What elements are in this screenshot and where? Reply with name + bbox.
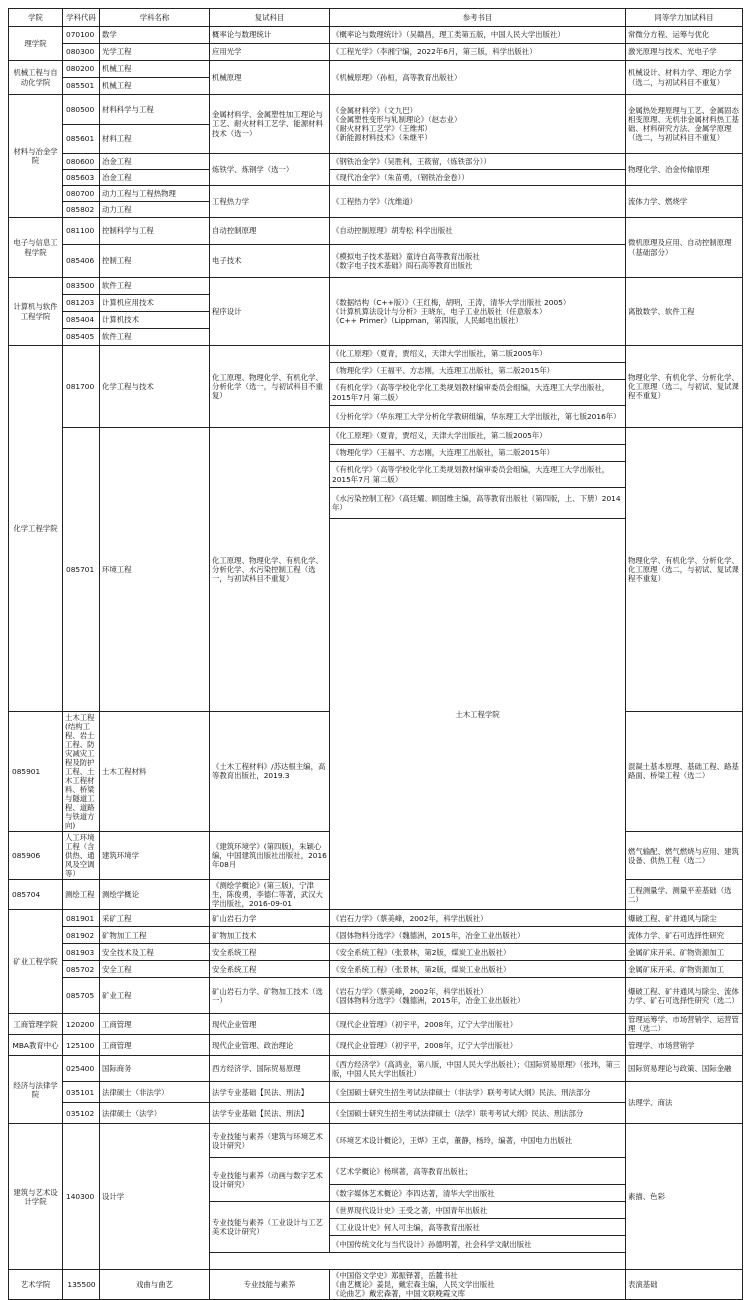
header-subject: 学科名称 xyxy=(100,9,210,27)
table-row xyxy=(9,1035,743,1056)
retest-cell: 程序设计 xyxy=(210,278,330,346)
subject-cell: 安全技术及工程 xyxy=(100,944,210,961)
table-row xyxy=(9,1270,743,1300)
retest-cell: 矿物加工技术 xyxy=(210,927,330,944)
extra-cell: 表演基础 xyxy=(626,1270,743,1300)
code-cell: 025400 xyxy=(63,1056,100,1082)
retest-cell: 专业技能与素养（工业设计与工艺美术设计研究） xyxy=(210,1202,330,1253)
table-row xyxy=(9,154,743,170)
admission-table xyxy=(8,8,743,1300)
subject-cell: 动力工程与工程热物理 xyxy=(100,186,210,202)
retest-cell: 电子技术 xyxy=(210,245,330,278)
college-cell: 工商管理学院 xyxy=(9,1014,63,1035)
header-code: 学科代码 xyxy=(63,9,100,27)
subject-cell: 人工环境工程（含供热、通风及空调等） xyxy=(63,832,100,880)
code-cell: 035101 xyxy=(63,1082,100,1103)
subject-cell: 光学工程 xyxy=(100,44,210,61)
books-cell: 《概率论与数理统计》（吴赣昌，理工类第五版，中国人民大学出版社） xyxy=(330,27,626,44)
subject-cell: 环境工程 xyxy=(100,428,210,712)
college-cell: 艺术学院 xyxy=(9,1270,63,1300)
code-cell: 080200 xyxy=(63,61,100,78)
retest-cell: 工程热力学 xyxy=(210,186,330,218)
extra-cell: 燃气输配、燃气燃烧与应用、建筑设备、供热工程（选二） xyxy=(626,832,743,880)
code-cell: 081903 xyxy=(63,944,100,961)
table-row xyxy=(9,186,743,202)
books-cell: 《全国硕士研究生招生考试法律硕士（非法学）联考考试大纲》民法、刑法部分 xyxy=(330,1082,626,1103)
books-cell: 《化工原理》（夏青，贾绍义，天津大学出版社，第二版2005年） xyxy=(330,428,626,445)
college-cell: MBA教育中心 xyxy=(9,1035,63,1056)
books-cell: 《数据结构（C++版）》（王红梅，胡明，王涛，清华大学出版社 2005） 《计算机算法设计与分析》王晓东，电子工业出版社（任意版本） 《C++ Primer》（Lippman，第四版，人民邮电出版社） xyxy=(330,278,626,346)
code-cell: 085601 xyxy=(63,125,100,154)
retest-cell: 西方经济学、国际贸易原理 xyxy=(210,1056,330,1082)
subject-cell: 计算机应用技术 xyxy=(100,295,210,312)
books-cell: 《岩石力学》（蔡美峰，2002年，科学出版社） xyxy=(330,910,626,927)
header-extra: 同等学力加试科目 xyxy=(626,9,743,27)
books-cell: 《分析化学》（华东理工大学分析化学教研组编，华东理工大学出版社，第七版2016年） xyxy=(330,406,626,428)
subject-cell: 软件工程 xyxy=(100,329,210,346)
retest-cell: 法学专业基础【民法、刑法】 xyxy=(210,1082,330,1103)
header-college: 学院 xyxy=(9,9,63,27)
books-cell: 《建筑环境学》(第四版)，朱颖心编，中国建筑出版社出版社，2016年08月 xyxy=(210,832,330,880)
code-cell: 080500 xyxy=(63,95,100,125)
extra-cell: 金属矿床开采、矿物资源加工 xyxy=(626,944,743,961)
code-cell: 085802 xyxy=(63,202,100,218)
books-cell: 《化工原理》（夏青，贾绍义，天津大学出版社，第二版2005年） xyxy=(330,346,626,363)
retest-cell: 安全系统工程 xyxy=(210,944,330,961)
subject-cell: 法律硕士（非法学） xyxy=(100,1082,210,1103)
retest-cell: 概率论与数理统计 xyxy=(210,27,330,44)
subject-cell: 机械工程 xyxy=(100,78,210,95)
extra-cell: 激光原理与技术、光电子学 xyxy=(626,44,743,61)
code-cell: 085901 xyxy=(9,711,63,831)
books-cell: 《环境艺术设计概论》，王烨》王卓，董静，杨玲，编著，中国电力出版社 xyxy=(330,1124,626,1158)
books-cell: 《安全系统工程》（张景林，第2版，煤炭工业出版社） xyxy=(330,944,626,961)
books-cell: 《固体物料分选学》（魏德洲，2015年，冶金工业出版社） xyxy=(330,927,626,944)
table-row xyxy=(9,278,743,295)
books-cell: 《数字媒体艺术概论》李四达著，清华大学出版社 xyxy=(330,1185,626,1202)
extra-cell: 物理化学、有机化学、分析化学、化工原理（选二，与初试、复试课程不重复） xyxy=(626,428,743,712)
books-cell: 《测绘学概论》(第三版)，宁津生，陈俊勇，李德仁等著，武汉大学出版社，2016-09-01 xyxy=(210,880,330,910)
subject-cell: 冶金工程 xyxy=(100,170,210,186)
code-cell: 081100 xyxy=(63,218,100,245)
extra-cell: 物理化学、冶金传输原理 xyxy=(626,154,743,186)
code-cell: 080300 xyxy=(63,44,100,61)
extra-cell: 管理运筹学、市场营销学、运营管理（选二） xyxy=(626,1014,743,1035)
code-cell: 035102 xyxy=(63,1103,100,1124)
table-row xyxy=(9,961,743,978)
code-cell: 081700 xyxy=(63,346,100,428)
books-cell: 《艺术学概论》杨琪著，高等教育出版社； xyxy=(330,1158,626,1185)
retest-cell: 矿山岩石力学 xyxy=(210,910,330,927)
books-cell: 《中国传统文化与当代设计》孙德明著，社会科学文献出版社 xyxy=(330,1236,626,1253)
books-cell: 《西方经济学》（高鸿业，第八版，中国人民大学出版社）；《国际贸易原理》（张玮，第三版，中国人民大学出版社） xyxy=(330,1056,626,1082)
books-cell: 《岩石力学》（蔡美峰，2002年，科学出版社） 《固体物料分选学》（魏德洲，2015年，冶金工业出版社） xyxy=(330,978,626,1014)
subject-cell: 冶金工程 xyxy=(100,154,210,170)
retest-cell: 应用光学 xyxy=(210,44,330,61)
books-cell: 《有机化学》（高等学校化学化工类规划教材编审委员会组编，大连理工大学出版社，2015年7月 第二版） xyxy=(330,462,626,488)
books-cell: 《世界现代设计史》王受之著，中国青年出版社 xyxy=(330,1202,626,1219)
retest-cell: 现代企业管理、政治理论 xyxy=(210,1035,330,1056)
code-cell: 081203 xyxy=(63,295,100,312)
college-cell: 机械工程与自动化学院 xyxy=(9,61,63,95)
table-row xyxy=(9,95,743,125)
subject-cell: 采矿工程 xyxy=(100,910,210,927)
subject-cell: 工商管理 xyxy=(100,1014,210,1035)
books-cell: 《物理化学》（王福平、方志刚，大连理工出版社，第二版2015年） xyxy=(330,445,626,462)
retest-cell: 化工原理、物理化学、有机化学、分析化学、水污染控制工程（选一，与初试科目不重复） xyxy=(210,428,330,712)
table-row xyxy=(9,27,743,44)
subject-cell: 国际商务 xyxy=(100,1056,210,1082)
college-cell: 材料与冶金学院 xyxy=(9,95,63,218)
code-cell: 125100 xyxy=(63,1035,100,1056)
extra-cell: 爆破工程、矿井通风与除尘 xyxy=(626,910,743,927)
retest-cell: 测绘学概论 xyxy=(100,880,210,910)
table-row xyxy=(9,44,743,61)
table-row xyxy=(9,978,743,1014)
code-cell: 085404 xyxy=(63,312,100,329)
books-cell: 《金属材料学》（文九巴） 《金属塑性变形与轧制理论》（赵志业） 《耐火材料工艺学》（王维邦） 《新能源材料技术》（朱继平） xyxy=(330,95,626,154)
table-row xyxy=(9,1082,743,1103)
subject-cell: 化学工程与技术 xyxy=(100,346,210,428)
retest-cell: 专业技能与素养（建筑与环境艺术设计研究） xyxy=(210,1124,330,1158)
extra-cell: 金属热处理原理与工艺、金属固态相变原理、无机非金属材料热工基础、材料研究方法、金属学原理（选二，与初试科目不重复） xyxy=(626,95,743,154)
books-cell: 《水污染控制工程》（高廷耀、顾国维主编，高等教育出版社（第四版，上、下册）2014年） xyxy=(330,488,626,519)
books-cell: 《工业设计史》何人可主编，高等教育出版社 xyxy=(330,1219,626,1236)
table-row xyxy=(9,1056,743,1082)
retest-cell: 现代企业管理 xyxy=(210,1014,330,1035)
retest-cell: 安全系统工程 xyxy=(210,961,330,978)
books-cell: 《自动控制原理》胡寿松 科学出版社 xyxy=(330,218,626,245)
college-cell: 矿业工程学院 xyxy=(9,910,63,1014)
books-cell: 《中国俗文学史》郑振铎著，岳麓书社 《曲艺概论》姜昆，戴宏森主编，人民文学出版社 《论曲艺》戴宏森著，中国文联晚霞文库 xyxy=(330,1270,626,1300)
retest-cell: 炼铁学、炼钢学（选一） xyxy=(210,154,330,186)
retest-cell: 机械原理 xyxy=(210,61,330,95)
header-retest: 复试科目 xyxy=(210,9,330,27)
books-cell: 《钢铁冶金学》（吴胜利，王筱留，（炼铁部分）） xyxy=(330,154,626,170)
retest-cell: 建筑环境学 xyxy=(100,832,210,880)
code-cell: 081902 xyxy=(63,927,100,944)
extra-cell: 工程测量学、测量平差基础（选二） xyxy=(626,880,743,910)
books-cell: 《土木工程材料》/苏达根主编，高等教育出版社，2019.3 xyxy=(210,711,330,831)
books-cell: 《安全系统工程》（张景林，第2版，煤炭工业出版社） xyxy=(330,961,626,978)
subject-cell: 材料科学与工程 xyxy=(100,95,210,125)
code-cell: 085702 xyxy=(63,961,100,978)
code-cell: 140300 xyxy=(63,1124,100,1270)
code-cell: 135500 xyxy=(63,1270,100,1300)
subject-cell: 软件工程 xyxy=(100,278,210,295)
retest-cell: 矿山岩石力学、矿物加工技术（选一） xyxy=(210,978,330,1014)
subject-cell: 控制科学与工程 xyxy=(100,218,210,245)
books-cell: 《物理化学》（王福平、方志刚，大连理工出版社，第二版2015年） xyxy=(330,363,626,380)
extra-cell: 物理化学、有机化学、分析化学、化工原理（选二，与初试、复试课程不重复） xyxy=(626,346,743,428)
extra-cell: 金属矿床开采、矿物资源加工 xyxy=(626,961,743,978)
books-cell: 《全国硕士研究生招生考试法律硕士（法学）联考考试大纲》民法、刑法部分 xyxy=(330,1103,626,1124)
table-row xyxy=(9,61,743,78)
code-cell: 081901 xyxy=(63,910,100,927)
header-row xyxy=(9,9,743,27)
code-cell: 085701 xyxy=(63,428,100,712)
extra-cell: 爆破工程、矿井通风与除尘、流体力学、矿石可选择性研究（选二） xyxy=(626,978,743,1014)
code-cell: 083500 xyxy=(63,278,100,295)
extra-cell: 流体力学、燃烧学 xyxy=(626,186,743,218)
subject-cell: 设计学 xyxy=(100,1124,210,1270)
subject-cell: 土木工程(结构工程、岩土工程、防灾减灾工程及防护工程、土木工程材料、桥梁与隧道工程、道路与铁道方向) xyxy=(63,711,100,831)
college-cell: 经济与法律学院 xyxy=(9,1056,63,1124)
extra-cell: 微机原理及应用、自动控制原理（基础部分） xyxy=(626,218,743,278)
code-cell: 080600 xyxy=(63,154,100,170)
subject-cell: 工商管理 xyxy=(100,1035,210,1056)
books-cell: 《现代冶金学》（朱苗勇，（钢铁冶金卷）） xyxy=(330,170,626,186)
subject-cell: 计算机技术 xyxy=(100,312,210,329)
subject-cell: 机械工程 xyxy=(100,61,210,78)
subject-cell: 法律硕士（法学） xyxy=(100,1103,210,1124)
table-row xyxy=(9,218,743,245)
code-cell: 070100 xyxy=(63,27,100,44)
code-cell: 085603 xyxy=(63,170,100,186)
code-cell: 085705 xyxy=(63,978,100,1014)
retest-cell: 自动控制原理 xyxy=(210,218,330,245)
retest-cell: 专业技能与素养（动画与数字艺术设计研究） xyxy=(210,1158,330,1202)
retest-cell: 专业技能与素养 xyxy=(210,1270,330,1300)
subject-cell: 测绘工程 xyxy=(63,880,100,910)
code-cell: 080700 xyxy=(63,186,100,202)
college-cell: 建筑与艺术设计学院 xyxy=(9,1124,63,1270)
books-cell: 《有机化学》（高等学校化学化工类规划教材编审委员会组编，大连理工大学出版社，2015年7月 第二版） xyxy=(330,380,626,406)
books-cell: 《模拟电子技术基础》童诗白高等教育出版社 《数字电子技术基础》阎石高等教育出版社 xyxy=(330,245,626,278)
table-row xyxy=(9,1014,743,1035)
extra-cell: 常微分方程、运筹与优化 xyxy=(626,27,743,44)
extra-cell: 机械设计、材料力学、理论力学（选二，与初试科目不重复） xyxy=(626,61,743,95)
table-row xyxy=(9,346,743,363)
code-cell: 085405 xyxy=(63,329,100,346)
books-cell: 《工程热力学》（沈维道） xyxy=(330,186,626,218)
table-row xyxy=(9,428,743,445)
extra-cell: 离散数学、软件工程 xyxy=(626,278,743,346)
table-body xyxy=(9,27,743,1300)
extra-cell: 管理学、市场营销学 xyxy=(626,1035,743,1056)
subject-cell: 数学 xyxy=(100,27,210,44)
retest-cell: 法学专业基础【民法、刑法】 xyxy=(210,1103,330,1124)
table-row xyxy=(9,1124,743,1158)
code-cell: 085501 xyxy=(63,78,100,95)
code-cell: 085406 xyxy=(63,245,100,278)
extra-cell: 流体力学、矿石可选择性研究 xyxy=(626,927,743,944)
extra-cell: 法理学、商法 xyxy=(626,1082,743,1124)
code-cell: 120200 xyxy=(63,1014,100,1035)
subject-cell: 矿业工程 xyxy=(100,978,210,1014)
code-cell: 085704 xyxy=(9,880,63,910)
subject-cell: 材料工程 xyxy=(100,125,210,154)
books-cell: 《现代企业管理》（初宇平，2008年，辽宁大学出版社） xyxy=(330,1035,626,1056)
retest-cell: 金属材料学、金属塑性加工理论与工艺、耐火材料工艺学、能源材料技术（选一） xyxy=(210,95,330,154)
table-row xyxy=(9,944,743,961)
subject-cell: 戏曲与曲艺 xyxy=(100,1270,210,1300)
table-row xyxy=(9,910,743,927)
extra-cell: 混凝土基本原理、基础工程、路基路面、桥梁工程（选二） xyxy=(626,711,743,831)
college-cell: 化学工程学院 xyxy=(9,346,63,712)
subject-cell: 控制工程 xyxy=(100,245,210,278)
books-cell: 《现代企业管理》（初宇平，2008年，辽宁大学出版社） xyxy=(330,1014,626,1035)
retest-cell: 化工原理、物理化学、有机化学、分析化学（选一，与初试科目不重复） xyxy=(210,346,330,428)
extra-cell: 国际贸易理论与政策、国际金融 xyxy=(626,1056,743,1082)
subject-cell: 矿物加工工程 xyxy=(100,927,210,944)
college-cell: 电子与信息工程学院 xyxy=(9,218,63,278)
books-cell: 《工程光学》（李湘宁编，2022年6月，第三版，科学出版社） xyxy=(330,44,626,61)
college-cell: 计算机与软件工程学院 xyxy=(9,278,63,346)
header-books: 参考书目 xyxy=(330,9,626,27)
subject-cell: 动力工程 xyxy=(100,202,210,218)
subject-cell: 安全工程 xyxy=(100,961,210,978)
retest-cell: 土木工程材料 xyxy=(100,711,210,831)
table-row xyxy=(9,927,743,944)
college-cell: 理学院 xyxy=(9,27,63,61)
college-cell: 土木工程学院 xyxy=(330,519,626,910)
books-cell: 《机械原理》（孙桓，高等教育出版社） xyxy=(330,61,626,95)
extra-cell: 素描、色彩 xyxy=(626,1124,743,1270)
code-cell: 085906 xyxy=(9,832,63,880)
